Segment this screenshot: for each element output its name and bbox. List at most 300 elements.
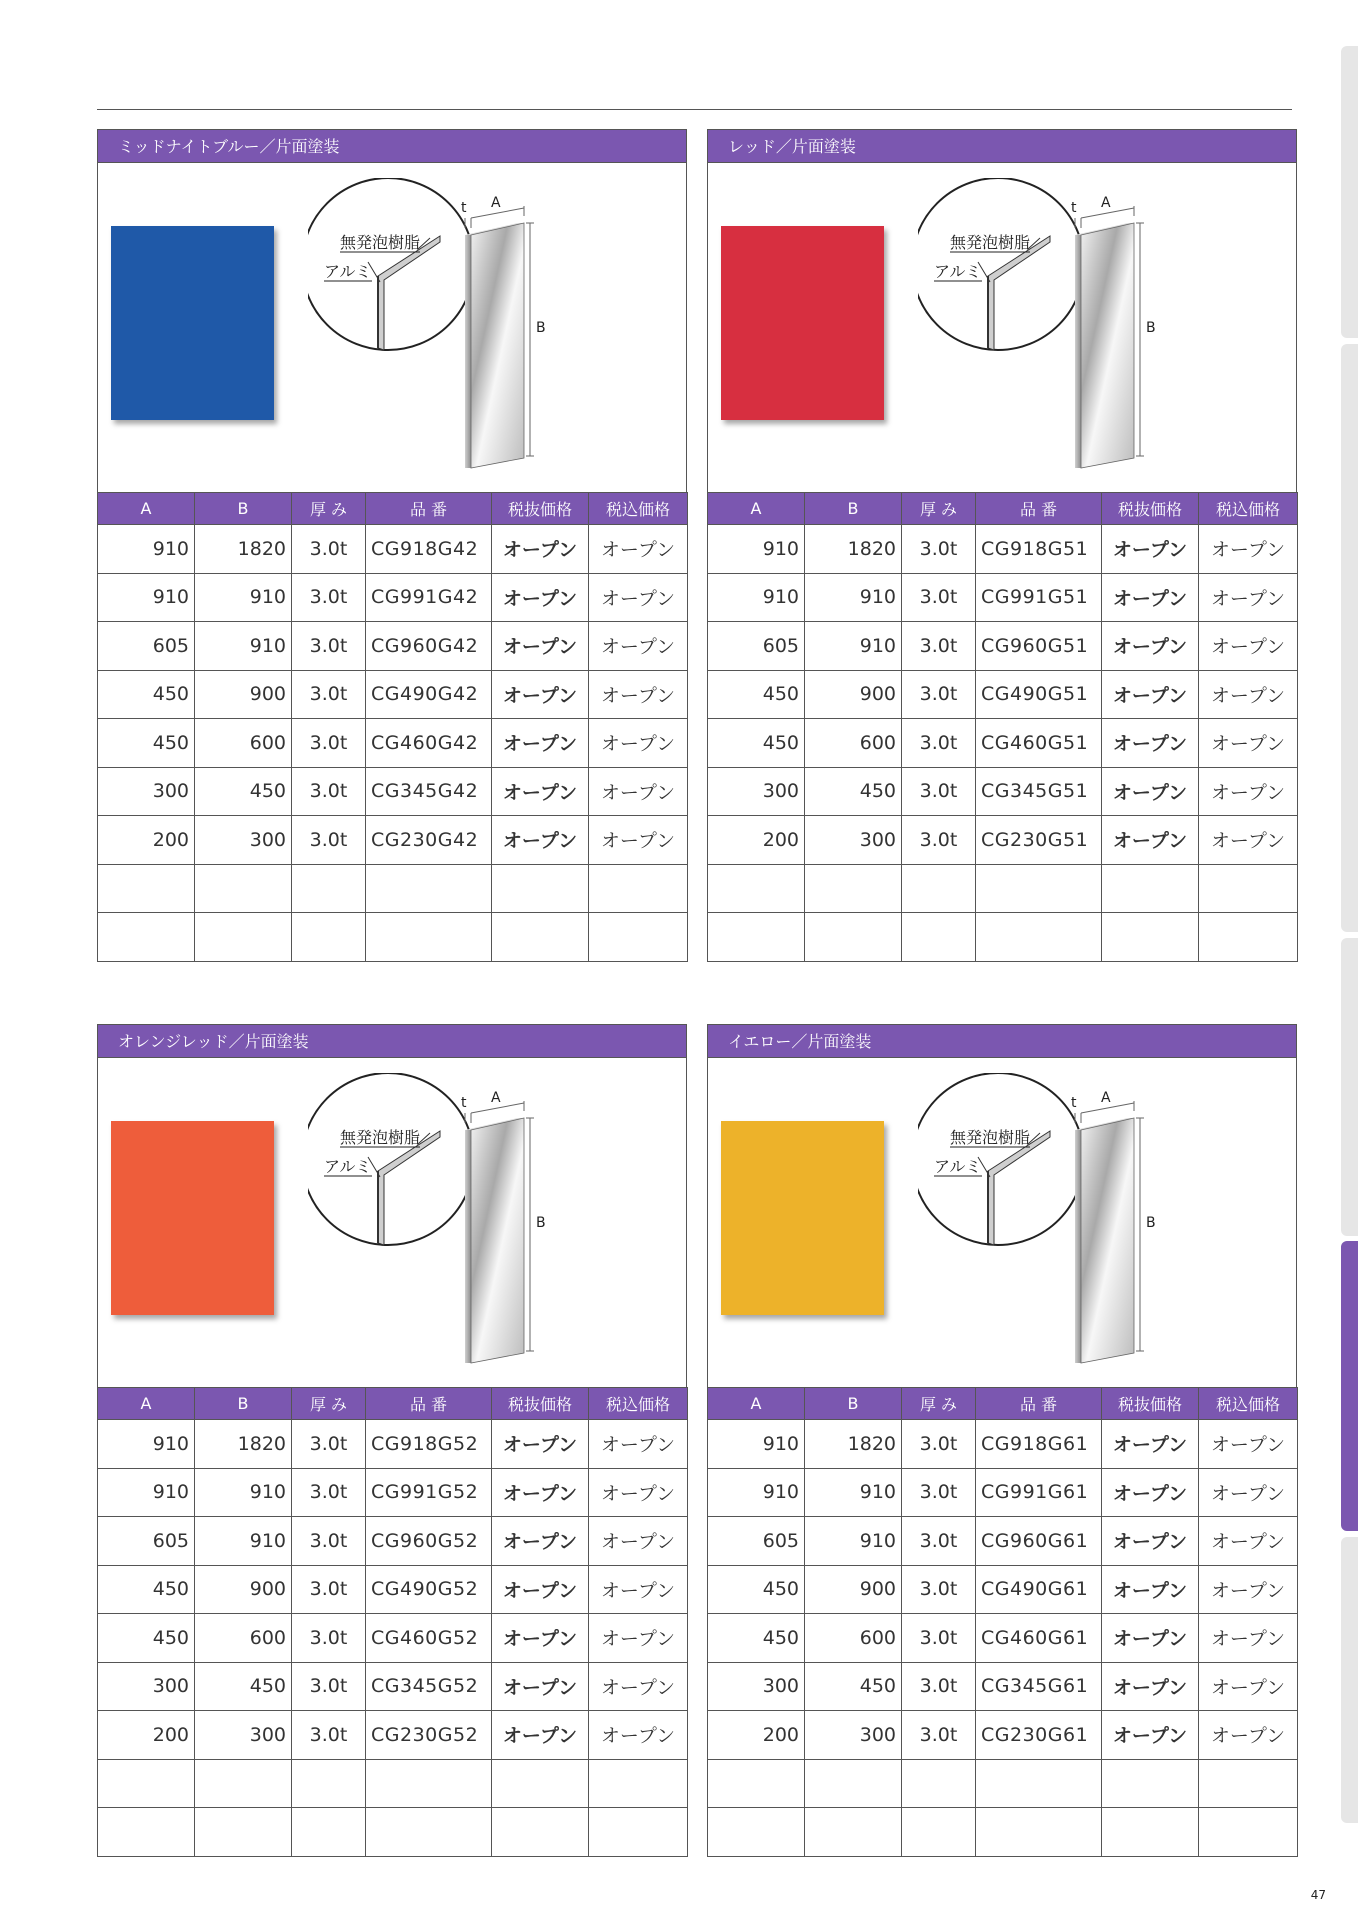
spec-table — [97, 1387, 688, 1857]
column-header-part-number: 品 番 — [976, 493, 1102, 525]
column-header-part-number: 品 番 — [366, 1388, 492, 1420]
cell-price-incl-tax: オープン — [589, 622, 688, 671]
cell-thickness: 3.0t — [902, 670, 976, 719]
cell-a: 910 — [708, 525, 805, 574]
cell-price-incl-tax: オープン — [589, 1614, 688, 1663]
cell-price-excl-tax: オープン — [492, 1565, 589, 1614]
table-row-empty — [708, 1759, 1298, 1808]
table-header-row — [708, 1388, 1298, 1420]
label-height-b: B — [536, 320, 546, 336]
panel-title: レッド／片面塗装 — [707, 129, 1297, 163]
cell-a: 200 — [708, 816, 805, 865]
cell-price-excl-tax: オープン — [1102, 622, 1199, 671]
cell-price-incl-tax: オープン — [589, 525, 688, 574]
spec-table — [707, 492, 1298, 962]
cell-b — [805, 1759, 902, 1808]
cell-b: 600 — [805, 1614, 902, 1663]
cell-price-excl-tax — [492, 1759, 589, 1808]
cell-b: 300 — [805, 816, 902, 865]
cell-b: 450 — [805, 767, 902, 816]
cell-price-incl-tax — [589, 913, 688, 962]
cell-thickness: 3.0t — [292, 573, 366, 622]
cell-part-number: CG918G52 — [366, 1420, 492, 1469]
label-height-b: B — [1146, 320, 1156, 336]
cell-a: 450 — [98, 670, 195, 719]
cell-thickness: 3.0t — [902, 622, 976, 671]
cell-price-incl-tax: オープン — [589, 1711, 688, 1760]
cell-a: 300 — [98, 767, 195, 816]
cell-thickness: 3.0t — [292, 525, 366, 574]
label-foam-resin: 無発泡樹脂 — [340, 233, 421, 252]
cell-part-number: CG490G61 — [976, 1565, 1102, 1614]
cell-b — [195, 1759, 292, 1808]
table-row — [708, 1711, 1298, 1760]
cell-b — [805, 1808, 902, 1857]
cell-price-excl-tax: オープン — [492, 1420, 589, 1469]
side-index-tab-active[interactable] — [1341, 1241, 1358, 1531]
column-header-price-incl-tax: 税込価格 — [1199, 493, 1298, 525]
cell-price-incl-tax: オープン — [1199, 1565, 1298, 1614]
cell-price-excl-tax — [492, 864, 589, 913]
panel-title: オレンジレッド／片面塗装 — [97, 1024, 687, 1058]
cell-thickness: 3.0t — [902, 719, 976, 768]
cell-price-incl-tax — [1199, 913, 1298, 962]
cell-part-number: CG345G52 — [366, 1662, 492, 1711]
cell-a: 910 — [708, 1420, 805, 1469]
cell-a: 450 — [708, 1614, 805, 1663]
table-row — [708, 1517, 1298, 1566]
cell-part-number: CG460G61 — [976, 1614, 1102, 1663]
cell-thickness — [292, 864, 366, 913]
cell-price-excl-tax: オープン — [492, 670, 589, 719]
column-header-price-excl-tax: 税抜価格 — [1102, 493, 1199, 525]
cell-price-incl-tax: オープン — [589, 767, 688, 816]
cell-price-excl-tax: オープン — [1102, 1565, 1199, 1614]
cell-b: 900 — [195, 1565, 292, 1614]
label-width-a: A — [491, 1090, 501, 1106]
table-row-empty — [708, 913, 1298, 962]
cell-part-number: CG460G51 — [976, 719, 1102, 768]
cell-price-excl-tax: オープン — [1102, 816, 1199, 865]
cell-part-number: CG991G51 — [976, 573, 1102, 622]
cell-price-incl-tax: オープン — [589, 1468, 688, 1517]
table-row — [98, 573, 688, 622]
column-header-a: A — [708, 493, 805, 525]
cell-thickness: 3.0t — [292, 1468, 366, 1517]
cell-price-incl-tax: オープン — [1199, 719, 1298, 768]
cell-b — [195, 913, 292, 962]
panel-title: ミッドナイトブルー／片面塗装 — [97, 129, 687, 163]
table-row-empty — [98, 1808, 688, 1857]
cell-b: 450 — [805, 1662, 902, 1711]
cell-a: 300 — [98, 1662, 195, 1711]
cell-price-incl-tax — [1199, 1759, 1298, 1808]
label-thickness: t — [461, 1095, 467, 1111]
table-row — [98, 1614, 688, 1663]
cell-price-excl-tax: オープン — [1102, 1420, 1199, 1469]
label-thickness: t — [461, 200, 467, 216]
table-row — [708, 1565, 1298, 1614]
cell-price-incl-tax: オープン — [589, 1517, 688, 1566]
cell-price-incl-tax: オープン — [589, 670, 688, 719]
cell-part-number: CG490G51 — [976, 670, 1102, 719]
cell-a: 605 — [98, 1517, 195, 1566]
table-row — [98, 670, 688, 719]
cell-part-number: CG460G42 — [366, 719, 492, 768]
cell-price-excl-tax: オープン — [1102, 719, 1199, 768]
product-panel-yellow — [707, 1024, 1297, 1848]
cell-price-incl-tax: オープン — [1199, 622, 1298, 671]
cell-price-incl-tax: オープン — [1199, 573, 1298, 622]
cell-thickness: 3.0t — [292, 1565, 366, 1614]
table-row — [708, 1614, 1298, 1663]
cell-part-number: CG918G42 — [366, 525, 492, 574]
cell-a: 200 — [708, 1711, 805, 1760]
table-row — [708, 573, 1298, 622]
cell-price-excl-tax: オープン — [1102, 1468, 1199, 1517]
column-header-thickness: 厚 み — [292, 1388, 366, 1420]
cell-thickness: 3.0t — [902, 1468, 976, 1517]
table-header-row — [98, 1388, 688, 1420]
table-row — [98, 1711, 688, 1760]
top-divider — [97, 109, 1292, 110]
table-row — [708, 622, 1298, 671]
cell-b — [805, 864, 902, 913]
cell-thickness: 3.0t — [902, 1662, 976, 1711]
cell-price-incl-tax: オープン — [1199, 1517, 1298, 1566]
product-panel-red — [707, 129, 1297, 953]
cell-a: 450 — [98, 719, 195, 768]
cell-price-incl-tax: オープン — [589, 816, 688, 865]
cell-b: 910 — [805, 622, 902, 671]
cell-part-number — [976, 1808, 1102, 1857]
cell-part-number: CG991G42 — [366, 573, 492, 622]
product-illustration — [707, 163, 1297, 492]
cell-b: 1820 — [805, 525, 902, 574]
cell-price-excl-tax: オープン — [492, 1468, 589, 1517]
column-header-price-incl-tax: 税込価格 — [589, 1388, 688, 1420]
cell-a: 910 — [98, 525, 195, 574]
cell-a — [98, 1808, 195, 1857]
column-header-price-excl-tax: 税抜価格 — [492, 1388, 589, 1420]
table-row — [98, 1468, 688, 1517]
cell-thickness: 3.0t — [902, 1711, 976, 1760]
side-index-tab[interactable] — [1341, 938, 1358, 1236]
cell-b: 450 — [195, 767, 292, 816]
cell-b: 900 — [195, 670, 292, 719]
cell-price-excl-tax: オープン — [1102, 1662, 1199, 1711]
cell-price-excl-tax: オープン — [1102, 525, 1199, 574]
color-swatch — [111, 1121, 274, 1315]
cell-b: 1820 — [195, 1420, 292, 1469]
table-row — [98, 1662, 688, 1711]
cell-price-excl-tax — [492, 913, 589, 962]
cell-b: 900 — [805, 670, 902, 719]
cell-b: 910 — [805, 573, 902, 622]
table-row — [708, 816, 1298, 865]
column-header-price-incl-tax: 税込価格 — [1199, 1388, 1298, 1420]
table-row — [98, 767, 688, 816]
cell-a — [98, 913, 195, 962]
cell-price-excl-tax — [1102, 913, 1199, 962]
table-row — [708, 767, 1298, 816]
column-header-b: B — [195, 1388, 292, 1420]
cell-b: 600 — [195, 719, 292, 768]
table-row — [708, 525, 1298, 574]
cell-a: 450 — [708, 719, 805, 768]
aluminum-panel-3d — [1075, 223, 1134, 468]
cell-price-incl-tax: オープン — [1199, 1420, 1298, 1469]
product-panel-midnight-blue — [97, 129, 687, 953]
cell-part-number: CG918G51 — [976, 525, 1102, 574]
cell-price-excl-tax: オープン — [492, 767, 589, 816]
cell-b — [195, 864, 292, 913]
table-row — [708, 670, 1298, 719]
column-header-price-excl-tax: 税抜価格 — [492, 493, 589, 525]
column-header-b: B — [195, 493, 292, 525]
cell-price-excl-tax: オープン — [1102, 670, 1199, 719]
cell-price-incl-tax: オープン — [1199, 670, 1298, 719]
cell-price-excl-tax — [1102, 1808, 1199, 1857]
table-row — [98, 525, 688, 574]
cell-part-number — [366, 1759, 492, 1808]
cell-price-incl-tax: オープン — [589, 1565, 688, 1614]
cell-a — [708, 1759, 805, 1808]
table-row — [98, 1565, 688, 1614]
label-width-a: A — [1101, 195, 1111, 211]
table-row-empty — [98, 1759, 688, 1808]
cell-price-excl-tax: オープン — [492, 816, 589, 865]
cell-thickness: 3.0t — [292, 719, 366, 768]
cell-price-incl-tax: オープン — [589, 573, 688, 622]
spec-table — [707, 1387, 1298, 1857]
panel-structure-diagram — [918, 178, 1288, 483]
table-row — [98, 1420, 688, 1469]
cell-part-number: CG460G52 — [366, 1614, 492, 1663]
cell-part-number: CG960G51 — [976, 622, 1102, 671]
cell-b: 300 — [195, 1711, 292, 1760]
cell-thickness: 3.0t — [292, 622, 366, 671]
table-row-empty — [98, 913, 688, 962]
cell-a: 910 — [98, 573, 195, 622]
color-swatch — [721, 226, 884, 420]
panel-structure-diagram — [918, 1073, 1288, 1378]
table-row-empty — [708, 1808, 1298, 1857]
cell-price-excl-tax: オープン — [492, 1711, 589, 1760]
cell-price-excl-tax — [1102, 864, 1199, 913]
column-header-thickness: 厚 み — [292, 493, 366, 525]
cell-part-number: CG490G52 — [366, 1565, 492, 1614]
cell-price-excl-tax — [492, 1808, 589, 1857]
label-aluminum: アルミ — [934, 262, 982, 281]
column-header-b: B — [805, 1388, 902, 1420]
column-header-a: A — [708, 1388, 805, 1420]
cell-price-incl-tax — [1199, 1808, 1298, 1857]
product-illustration — [97, 163, 687, 492]
cell-price-excl-tax: オープン — [492, 525, 589, 574]
column-header-price-excl-tax: 税抜価格 — [1102, 1388, 1199, 1420]
cell-b: 300 — [805, 1711, 902, 1760]
side-index-tab[interactable] — [1341, 344, 1358, 932]
cell-price-excl-tax — [1102, 1759, 1199, 1808]
aluminum-panel-3d — [1075, 1118, 1134, 1363]
column-header-price-incl-tax: 税込価格 — [589, 493, 688, 525]
cell-part-number: CG230G51 — [976, 816, 1102, 865]
column-header-thickness: 厚 み — [902, 493, 976, 525]
cell-part-number: CG991G52 — [366, 1468, 492, 1517]
cell-thickness — [902, 1759, 976, 1808]
cell-b: 300 — [195, 816, 292, 865]
cell-part-number: CG991G61 — [976, 1468, 1102, 1517]
cell-a — [708, 913, 805, 962]
color-swatch — [721, 1121, 884, 1315]
cell-part-number — [976, 1759, 1102, 1808]
table-header-row — [98, 493, 688, 525]
cell-thickness: 3.0t — [292, 1420, 366, 1469]
cell-b: 1820 — [805, 1420, 902, 1469]
cell-part-number: CG490G42 — [366, 670, 492, 719]
cell-thickness: 3.0t — [292, 1711, 366, 1760]
column-header-part-number: 品 番 — [976, 1388, 1102, 1420]
panel-structure-diagram — [308, 178, 678, 483]
cell-price-excl-tax: オープン — [492, 1517, 589, 1566]
cell-a: 200 — [98, 816, 195, 865]
cell-part-number: CG345G42 — [366, 767, 492, 816]
side-index-tab[interactable] — [1341, 46, 1358, 338]
cell-thickness: 3.0t — [902, 525, 976, 574]
cell-a: 605 — [98, 622, 195, 671]
cell-part-number: CG918G61 — [976, 1420, 1102, 1469]
cell-price-excl-tax: オープン — [1102, 1614, 1199, 1663]
label-height-b: B — [536, 1215, 546, 1231]
cell-price-incl-tax: オープン — [1199, 767, 1298, 816]
cell-price-excl-tax: オープン — [492, 1662, 589, 1711]
cell-a: 910 — [98, 1468, 195, 1517]
cell-part-number — [366, 864, 492, 913]
product-panel-orange-red — [97, 1024, 687, 1848]
label-thickness: t — [1071, 1095, 1077, 1111]
cell-price-incl-tax: オープン — [589, 1420, 688, 1469]
cell-b — [195, 1808, 292, 1857]
table-header-row — [708, 493, 1298, 525]
cell-a: 300 — [708, 1662, 805, 1711]
table-row — [98, 1517, 688, 1566]
cell-thickness: 3.0t — [902, 573, 976, 622]
color-swatch — [111, 226, 274, 420]
table-row — [708, 1662, 1298, 1711]
cell-a: 450 — [708, 1565, 805, 1614]
table-row — [708, 1420, 1298, 1469]
panel-title: イエロー／片面塗装 — [707, 1024, 1297, 1058]
aluminum-panel-3d — [465, 223, 524, 468]
cell-price-incl-tax: オープン — [589, 719, 688, 768]
cell-b: 910 — [195, 1517, 292, 1566]
cell-a: 605 — [708, 1517, 805, 1566]
cell-b: 910 — [805, 1517, 902, 1566]
page-number: 47 — [1310, 1888, 1326, 1902]
cell-b: 910 — [195, 573, 292, 622]
cell-b: 910 — [805, 1468, 902, 1517]
cell-price-excl-tax: オープン — [492, 573, 589, 622]
table-row-empty — [708, 864, 1298, 913]
cell-a — [708, 1808, 805, 1857]
label-aluminum: アルミ — [934, 1157, 982, 1176]
cell-part-number: CG230G52 — [366, 1711, 492, 1760]
cell-b: 1820 — [195, 525, 292, 574]
cell-a: 910 — [708, 1468, 805, 1517]
cell-price-incl-tax — [589, 864, 688, 913]
cell-a: 300 — [708, 767, 805, 816]
cell-thickness: 3.0t — [902, 1420, 976, 1469]
label-aluminum: アルミ — [324, 262, 372, 281]
cell-part-number: CG960G52 — [366, 1517, 492, 1566]
cell-a: 910 — [708, 573, 805, 622]
cell-b: 600 — [805, 719, 902, 768]
table-row — [98, 719, 688, 768]
cell-thickness: 3.0t — [902, 816, 976, 865]
cell-price-incl-tax: オープン — [1199, 1711, 1298, 1760]
cell-price-incl-tax — [589, 1808, 688, 1857]
cell-thickness: 3.0t — [902, 1565, 976, 1614]
cell-thickness — [292, 1808, 366, 1857]
cell-b: 450 — [195, 1662, 292, 1711]
cell-part-number — [976, 913, 1102, 962]
cell-part-number: CG345G61 — [976, 1662, 1102, 1711]
cell-price-excl-tax: オープン — [1102, 573, 1199, 622]
cell-price-excl-tax: オープン — [492, 1614, 589, 1663]
cell-b: 910 — [195, 1468, 292, 1517]
cell-thickness — [292, 1759, 366, 1808]
column-header-a: A — [98, 493, 195, 525]
cell-price-excl-tax: オープン — [492, 622, 589, 671]
cell-price-incl-tax: オープン — [1199, 525, 1298, 574]
column-header-thickness: 厚 み — [902, 1388, 976, 1420]
table-row — [98, 816, 688, 865]
cell-price-excl-tax: オープン — [1102, 1711, 1199, 1760]
table-row — [708, 719, 1298, 768]
cell-price-incl-tax: オープン — [1199, 1468, 1298, 1517]
cell-part-number: CG230G61 — [976, 1711, 1102, 1760]
cell-part-number — [976, 864, 1102, 913]
label-thickness: t — [1071, 200, 1077, 216]
cell-thickness: 3.0t — [902, 1517, 976, 1566]
side-index-tab[interactable] — [1341, 1537, 1358, 1823]
label-width-a: A — [1101, 1090, 1111, 1106]
label-aluminum: アルミ — [324, 1157, 372, 1176]
cell-price-excl-tax: オープン — [1102, 1517, 1199, 1566]
product-illustration — [707, 1058, 1297, 1387]
cell-thickness: 3.0t — [292, 816, 366, 865]
cell-a: 450 — [98, 1565, 195, 1614]
column-header-b: B — [805, 493, 902, 525]
label-height-b: B — [1146, 1215, 1156, 1231]
label-foam-resin: 無発泡樹脂 — [340, 1128, 421, 1147]
cell-thickness: 3.0t — [292, 1662, 366, 1711]
cell-price-incl-tax: オープン — [1199, 1614, 1298, 1663]
cell-b — [805, 913, 902, 962]
cell-price-incl-tax — [589, 1759, 688, 1808]
aluminum-panel-3d — [465, 1118, 524, 1363]
cell-part-number: CG960G42 — [366, 622, 492, 671]
column-header-part-number: 品 番 — [366, 493, 492, 525]
spec-table — [97, 492, 688, 962]
cell-part-number: CG345G51 — [976, 767, 1102, 816]
table-row-empty — [98, 864, 688, 913]
cell-price-incl-tax: オープン — [1199, 1662, 1298, 1711]
cell-a — [708, 864, 805, 913]
cell-b: 600 — [195, 1614, 292, 1663]
cell-part-number — [366, 913, 492, 962]
